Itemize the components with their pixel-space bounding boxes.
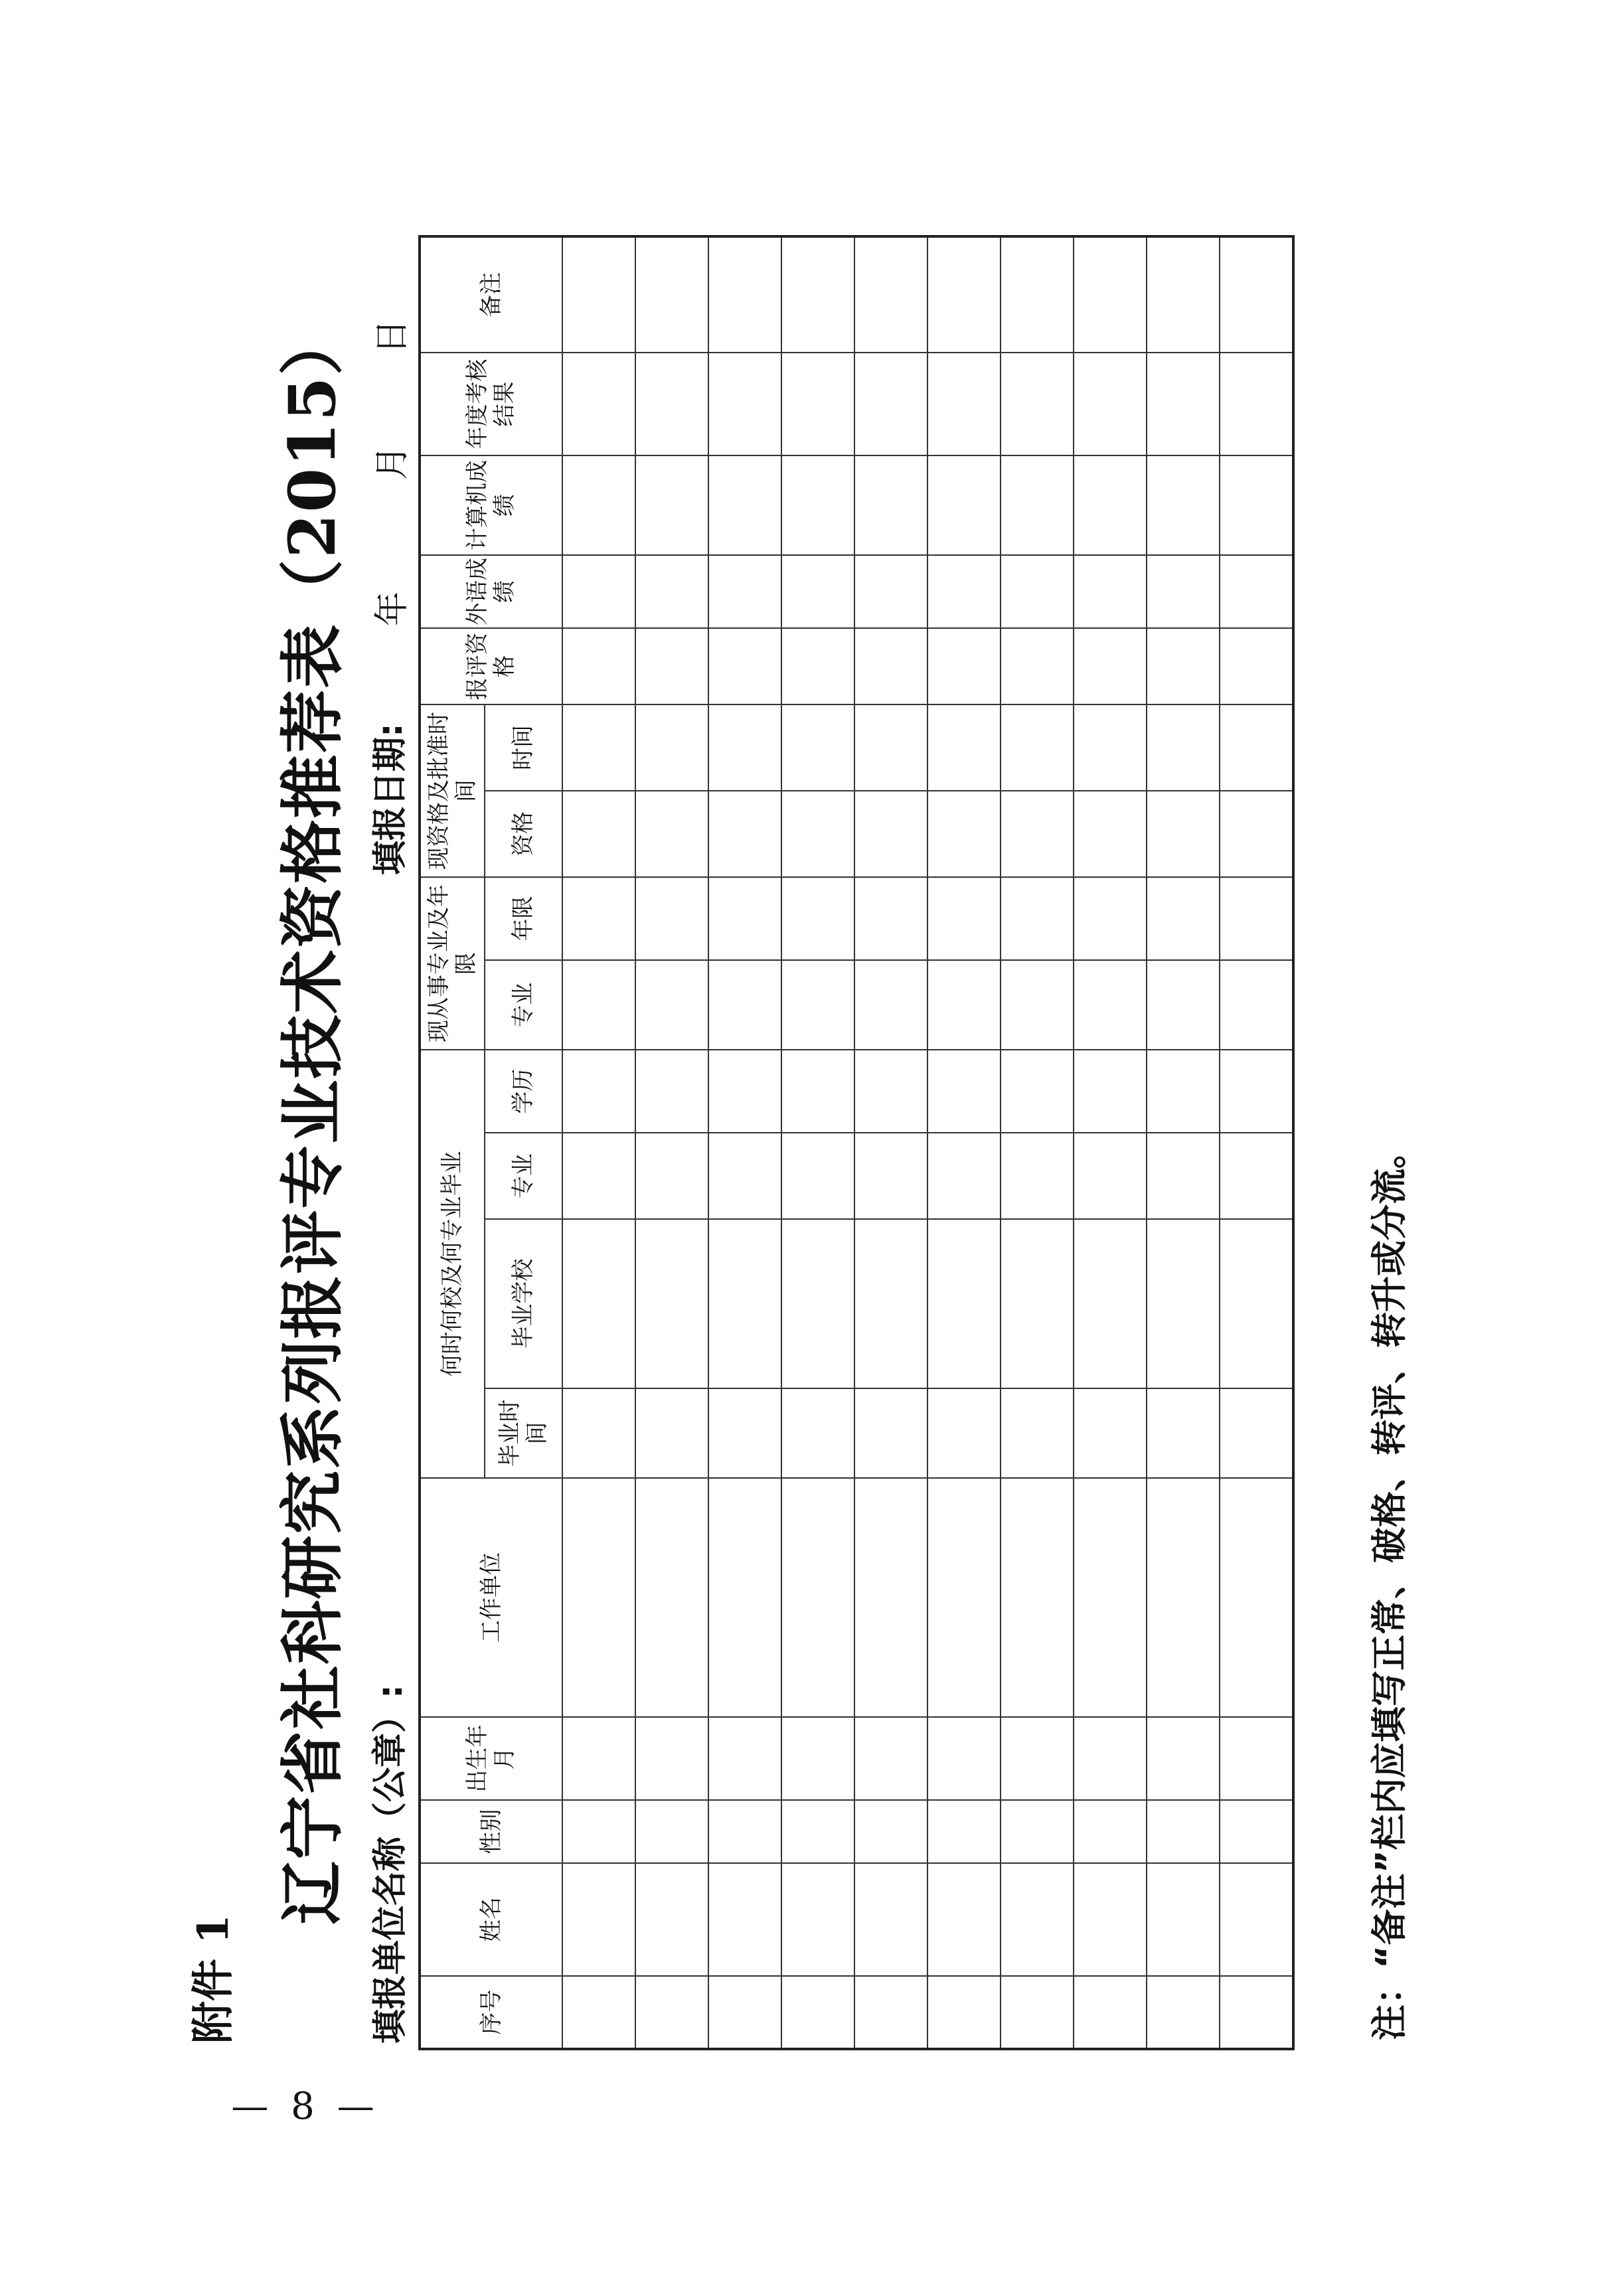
- table-cell[interactable]: [1001, 791, 1074, 877]
- table-row: [1147, 236, 1220, 2049]
- table-cell[interactable]: [562, 704, 635, 791]
- table-cell[interactable]: [854, 1050, 927, 1133]
- header-name: 姓名: [420, 1863, 562, 1976]
- table-cell[interactable]: [927, 1717, 1001, 1800]
- table-cell[interactable]: [927, 455, 1001, 555]
- table-cell[interactable]: [927, 1800, 1001, 1863]
- table-cell[interactable]: [854, 791, 927, 877]
- table-cell[interactable]: [635, 353, 708, 455]
- table-cell[interactable]: [562, 960, 635, 1050]
- header-work-years: 年限: [485, 877, 562, 960]
- table-cell[interactable]: [1001, 1717, 1074, 1800]
- table-cell[interactable]: [635, 960, 708, 1050]
- table-cell[interactable]: [1074, 1050, 1147, 1133]
- table-cell[interactable]: [562, 555, 635, 628]
- table-cell[interactable]: [854, 628, 927, 704]
- table-cell[interactable]: [1220, 1050, 1293, 1133]
- table-cell[interactable]: [1074, 704, 1147, 791]
- header-grad-major: 专业: [485, 1133, 562, 1219]
- table-cell[interactable]: [1001, 555, 1074, 628]
- table-cell[interactable]: [1147, 353, 1220, 455]
- table-cell[interactable]: [781, 236, 854, 353]
- table-cell[interactable]: [1220, 455, 1293, 555]
- table-cell[interactable]: [1147, 236, 1220, 353]
- table-row: [1074, 236, 1147, 2049]
- table-cell[interactable]: [1074, 628, 1147, 704]
- table-cell[interactable]: [562, 791, 635, 877]
- table-cell[interactable]: [1074, 1717, 1147, 1800]
- table-cell[interactable]: [708, 877, 781, 960]
- header-sex: 性别: [420, 1800, 562, 1863]
- table-cell[interactable]: [1001, 628, 1074, 704]
- table-cell[interactable]: [635, 1478, 708, 1717]
- table-cell[interactable]: [635, 1050, 708, 1133]
- table-cell[interactable]: [635, 1717, 708, 1800]
- table-row: [635, 236, 708, 2049]
- table-cell[interactable]: [927, 628, 1001, 704]
- table-row: [708, 236, 781, 2049]
- table-cell[interactable]: [635, 877, 708, 960]
- table-cell[interactable]: [927, 1863, 1001, 1976]
- table-row: [854, 236, 927, 2049]
- date-month-label: 月: [372, 445, 412, 480]
- table-cell[interactable]: [1220, 1863, 1293, 1976]
- table-cell[interactable]: [1147, 555, 1220, 628]
- table-cell[interactable]: [854, 555, 927, 628]
- table-cell[interactable]: [708, 791, 781, 877]
- header-annual-review: 年度考核结果: [420, 353, 562, 455]
- table-cell[interactable]: [635, 1388, 708, 1478]
- table-cell[interactable]: [1074, 1133, 1147, 1219]
- table-cell[interactable]: [708, 1219, 781, 1388]
- table-cell[interactable]: [1147, 877, 1220, 960]
- table-cell[interactable]: [635, 1976, 708, 2049]
- fill-unit-label: 填报单位名称（公章）:: [370, 1684, 410, 2044]
- table-cell[interactable]: [781, 1976, 854, 2049]
- table-cell[interactable]: [708, 1478, 781, 1717]
- table-cell[interactable]: [927, 1050, 1001, 1133]
- header-foreign-lang: 外语成绩: [420, 555, 562, 628]
- table-cell[interactable]: [1147, 1717, 1220, 1800]
- table-cell[interactable]: [1074, 960, 1147, 1050]
- table-cell[interactable]: [635, 704, 708, 791]
- table-cell[interactable]: [927, 960, 1001, 1050]
- table-cell[interactable]: [854, 1478, 927, 1717]
- header-grad-time: 毕业时间: [485, 1388, 562, 1478]
- table-cell[interactable]: [1220, 628, 1293, 704]
- table-cell[interactable]: [927, 1219, 1001, 1388]
- table-cell[interactable]: [781, 353, 854, 455]
- table-cell[interactable]: [1220, 1219, 1293, 1388]
- table-cell[interactable]: [708, 555, 781, 628]
- table-cell[interactable]: [1220, 1976, 1293, 2049]
- table-cell[interactable]: [562, 1976, 635, 2049]
- table-cell[interactable]: [1147, 1478, 1220, 1717]
- table-cell[interactable]: [1220, 1133, 1293, 1219]
- table-row: [1001, 236, 1074, 2049]
- table-cell[interactable]: [1001, 960, 1074, 1050]
- table-cell[interactable]: [1220, 960, 1293, 1050]
- table-cell[interactable]: [635, 455, 708, 555]
- table-cell[interactable]: [854, 704, 927, 791]
- table-row: [781, 236, 854, 2049]
- table-cell[interactable]: [562, 1219, 635, 1388]
- table-cell[interactable]: [1001, 877, 1074, 960]
- table-cell[interactable]: [1074, 236, 1147, 353]
- table-cell[interactable]: [562, 1863, 635, 1976]
- table-row: [1220, 236, 1293, 2049]
- table-cell[interactable]: [854, 1717, 927, 1800]
- table-cell[interactable]: [927, 877, 1001, 960]
- fill-date-label: 填报日期:: [370, 723, 410, 875]
- table-cell[interactable]: [562, 1133, 635, 1219]
- table-cell[interactable]: [927, 704, 1001, 791]
- header-grad-school: 毕业学校: [485, 1219, 562, 1388]
- table-cell[interactable]: [1147, 704, 1220, 791]
- table-cell[interactable]: [1074, 455, 1147, 555]
- table-cell[interactable]: [1074, 353, 1147, 455]
- table-cell[interactable]: [1001, 1478, 1074, 1717]
- table-cell[interactable]: [927, 1133, 1001, 1219]
- table-cell[interactable]: [927, 236, 1001, 353]
- table-cell[interactable]: [854, 1388, 927, 1478]
- table-cell[interactable]: [708, 1976, 781, 2049]
- table-cell[interactable]: [1074, 1388, 1147, 1478]
- table-cell[interactable]: [1001, 1388, 1074, 1478]
- header-computer: 计算机成绩: [420, 455, 562, 555]
- table-cell[interactable]: [635, 1800, 708, 1863]
- table-cell[interactable]: [708, 704, 781, 791]
- table-cell[interactable]: [708, 1863, 781, 1976]
- table-cell[interactable]: [562, 236, 635, 353]
- table-cell[interactable]: [1147, 791, 1220, 877]
- table-cell[interactable]: [927, 791, 1001, 877]
- table-cell[interactable]: [708, 455, 781, 555]
- table-cell[interactable]: [1074, 791, 1147, 877]
- table-cell[interactable]: [1220, 791, 1293, 877]
- table-cell[interactable]: [781, 877, 854, 960]
- table-cell[interactable]: [781, 791, 854, 877]
- table-cell[interactable]: [708, 236, 781, 353]
- table-cell[interactable]: [1074, 1219, 1147, 1388]
- recommendation-table: [418, 235, 1295, 2050]
- table-cell[interactable]: [1147, 960, 1220, 1050]
- table-cell[interactable]: [854, 960, 927, 1050]
- header-remarks: 备注: [420, 236, 562, 353]
- table-cell[interactable]: [781, 1717, 854, 1800]
- table-cell[interactable]: [1147, 1050, 1220, 1133]
- table-cell[interactable]: [854, 353, 927, 455]
- table-cell[interactable]: [1220, 555, 1293, 628]
- table-cell[interactable]: [781, 960, 854, 1050]
- table-cell[interactable]: [927, 555, 1001, 628]
- header-birth: 出生年月: [420, 1717, 562, 1800]
- date-year-label: 年: [372, 591, 412, 626]
- footnote: 注：“备注”栏内应填写正常、破格、转评、转升或分流。: [1368, 1133, 1410, 2040]
- table-cell[interactable]: [1001, 455, 1074, 555]
- table-cell[interactable]: [1220, 353, 1293, 455]
- table-cell[interactable]: [562, 1717, 635, 1800]
- table-cell[interactable]: [927, 353, 1001, 455]
- header-group-current-work: 现从事专业及年限: [420, 877, 485, 1050]
- table-cell[interactable]: [562, 353, 635, 455]
- table-cell[interactable]: [781, 1863, 854, 1976]
- header-grad-degree: 学历: [485, 1050, 562, 1133]
- table-cell[interactable]: [635, 791, 708, 877]
- table-cell[interactable]: [781, 1133, 854, 1219]
- table-cell[interactable]: [1001, 1219, 1074, 1388]
- table-cell[interactable]: [1074, 1478, 1147, 1717]
- attachment-label: 附件 1: [189, 1914, 238, 2044]
- table-cell[interactable]: [1001, 353, 1074, 455]
- table-cell[interactable]: [854, 455, 927, 555]
- table-row: [562, 236, 635, 2049]
- header-apply-qual: 报评资格: [420, 628, 562, 704]
- header-group-current-qual: 现资格及批准时间: [420, 704, 485, 877]
- table-cell[interactable]: [1001, 1863, 1074, 1976]
- table-cell[interactable]: [1220, 1478, 1293, 1717]
- date-day-label: 日: [372, 319, 412, 354]
- table-cell[interactable]: [781, 628, 854, 704]
- table-cell[interactable]: [781, 1478, 854, 1717]
- table-cell[interactable]: [1001, 1976, 1074, 2049]
- table-cell[interactable]: [1147, 1976, 1220, 2049]
- table-cell[interactable]: [1147, 455, 1220, 555]
- table-cell[interactable]: [927, 1976, 1001, 2049]
- table-cell[interactable]: [708, 1388, 781, 1478]
- table-cell[interactable]: [1147, 1388, 1220, 1478]
- table-cell[interactable]: [635, 236, 708, 353]
- table-cell[interactable]: [1074, 555, 1147, 628]
- table-cell[interactable]: [1074, 1976, 1147, 2049]
- table-cell[interactable]: [781, 704, 854, 791]
- table-cell[interactable]: [1220, 1388, 1293, 1478]
- table-cell[interactable]: [708, 1133, 781, 1219]
- table-cell[interactable]: [1147, 1863, 1220, 1976]
- table-cell[interactable]: [562, 1478, 635, 1717]
- table-cell[interactable]: [562, 1388, 635, 1478]
- table-cell[interactable]: [854, 1800, 927, 1863]
- table-cell[interactable]: [708, 960, 781, 1050]
- table-cell[interactable]: [562, 455, 635, 555]
- page-number: — 8 —: [231, 2085, 380, 2128]
- table-cell[interactable]: [1147, 1133, 1220, 1219]
- table-cell[interactable]: [781, 555, 854, 628]
- table-row: [927, 236, 1001, 2049]
- table-cell[interactable]: [1001, 1133, 1074, 1219]
- table-cell[interactable]: [1001, 1050, 1074, 1133]
- table-cell[interactable]: [635, 555, 708, 628]
- table-header-row-1: [420, 236, 485, 2049]
- header-work-unit: 工作单位: [420, 1478, 562, 1717]
- table-cell[interactable]: [1220, 236, 1293, 353]
- table-cell[interactable]: [708, 1717, 781, 1800]
- table-cell[interactable]: [635, 1133, 708, 1219]
- table-cell[interactable]: [1074, 877, 1147, 960]
- table-cell[interactable]: [1220, 1717, 1293, 1800]
- table-cell[interactable]: [1074, 1800, 1147, 1863]
- table-cell[interactable]: [1147, 628, 1220, 704]
- table-cell[interactable]: [781, 1219, 854, 1388]
- table-cell[interactable]: [1001, 236, 1074, 353]
- table-cell[interactable]: [1147, 1219, 1220, 1388]
- table-cell[interactable]: [927, 1478, 1001, 1717]
- table-cell[interactable]: [1001, 1800, 1074, 1863]
- table-cell[interactable]: [854, 1219, 927, 1388]
- table-cell[interactable]: [1220, 704, 1293, 791]
- table-cell[interactable]: [1220, 1800, 1293, 1863]
- table-cell[interactable]: [708, 1800, 781, 1863]
- table-cell[interactable]: [781, 1388, 854, 1478]
- table-cell[interactable]: [708, 353, 781, 455]
- table-cell[interactable]: [635, 628, 708, 704]
- table-cell[interactable]: [854, 1863, 927, 1976]
- table-cell[interactable]: [562, 1050, 635, 1133]
- table-cell[interactable]: [781, 1800, 854, 1863]
- table-cell[interactable]: [927, 1388, 1001, 1478]
- header-qual: 资格: [485, 791, 562, 877]
- table-cell[interactable]: [562, 877, 635, 960]
- table-cell[interactable]: [562, 1800, 635, 1863]
- table-cell[interactable]: [1074, 1863, 1147, 1976]
- table-cell[interactable]: [854, 1976, 927, 2049]
- table-cell[interactable]: [854, 236, 927, 353]
- table-cell[interactable]: [781, 1050, 854, 1133]
- table-cell[interactable]: [854, 1133, 927, 1219]
- table-cell[interactable]: [635, 1219, 708, 1388]
- header-seq: 序号: [420, 1976, 562, 2049]
- table-cell[interactable]: [1220, 877, 1293, 960]
- table-cell[interactable]: [708, 1050, 781, 1133]
- table-cell[interactable]: [854, 877, 927, 960]
- header-work-major: 专业: [485, 960, 562, 1050]
- table-cell[interactable]: [781, 455, 854, 555]
- table-cell[interactable]: [708, 628, 781, 704]
- header-group-graduation: 何时何校及何专业毕业: [420, 1050, 485, 1478]
- table-cell[interactable]: [1147, 1800, 1220, 1863]
- table-cell[interactable]: [1001, 704, 1074, 791]
- table-cell[interactable]: [635, 1863, 708, 1976]
- table-cell[interactable]: [562, 628, 635, 704]
- document-title: 辽宁省社科研究系列报评专业技术资格推荐表（2015）: [275, 310, 350, 1925]
- header-qual-time: 时间: [485, 704, 562, 791]
